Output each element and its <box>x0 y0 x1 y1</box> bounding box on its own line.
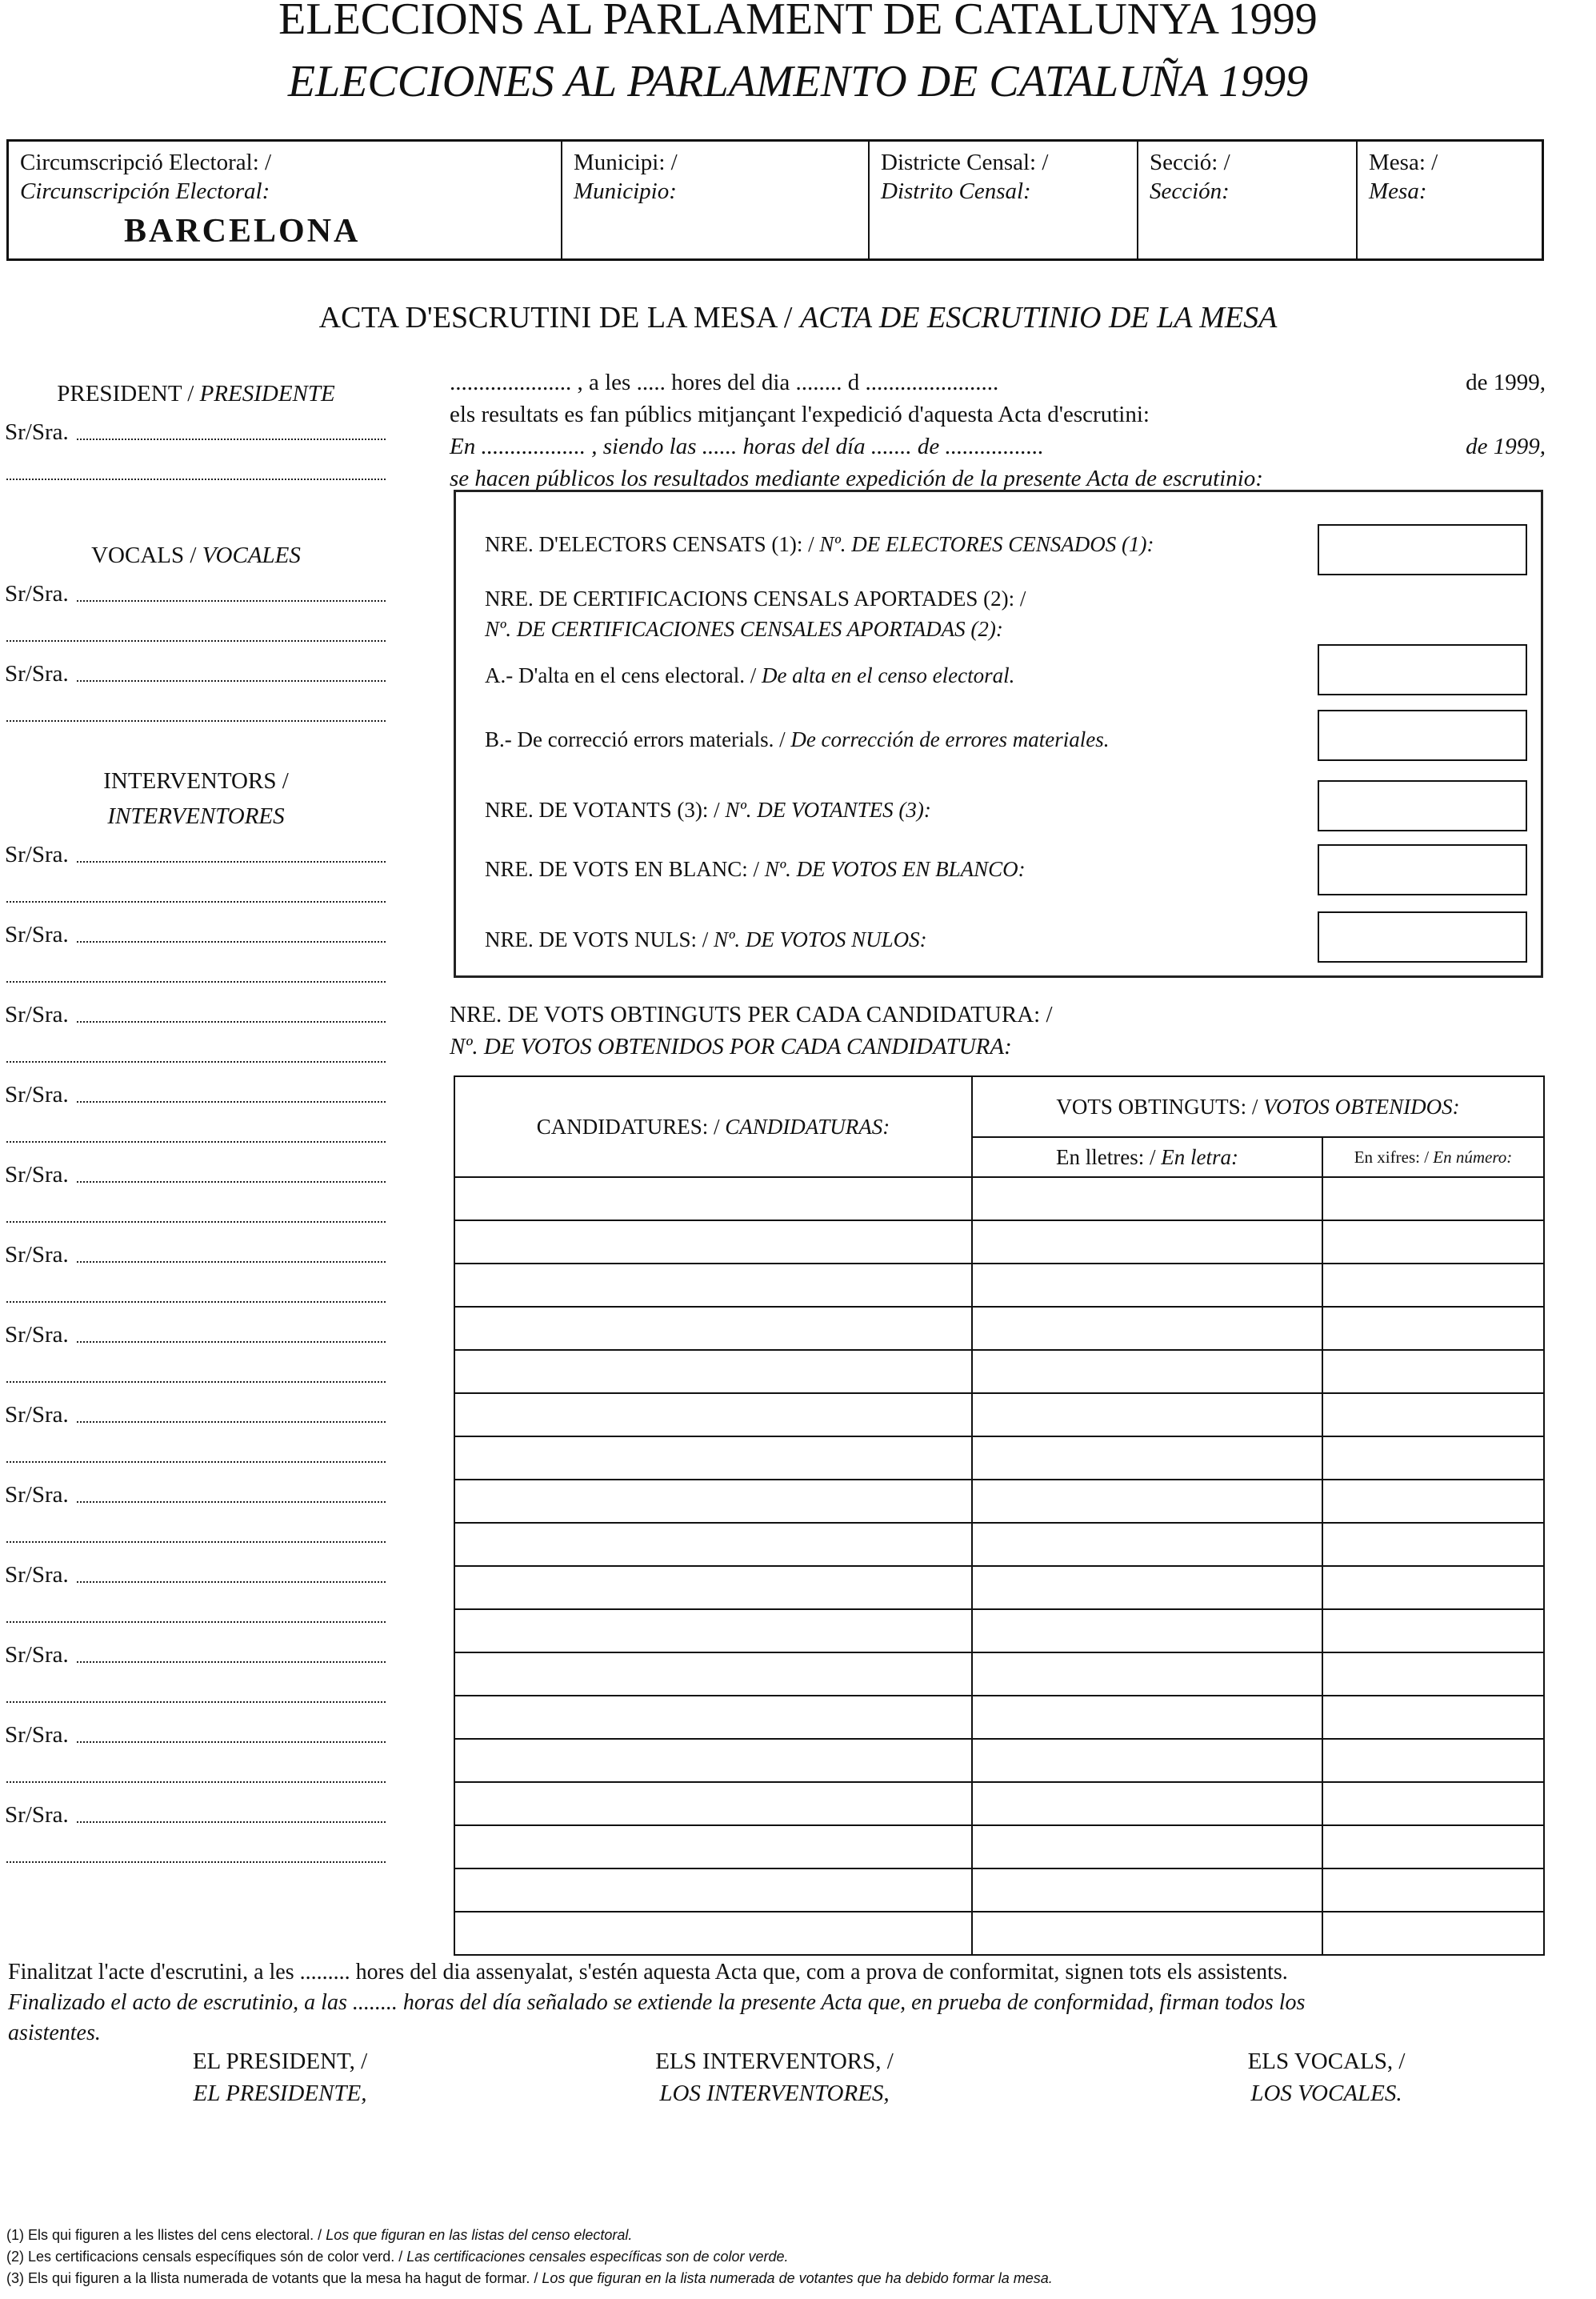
alta-input[interactable] <box>1318 644 1527 695</box>
signatories-column <box>0 376 392 1874</box>
electors-input[interactable] <box>1318 524 1527 575</box>
table-row <box>454 1782 1544 1825</box>
interventor-lines <box>0 834 392 1874</box>
votes-digits-cell[interactable] <box>1322 1782 1544 1825</box>
section-cell[interactable] <box>1138 142 1358 258</box>
title-spanish: ELECCIONES AL PARLAMENTO DE CATALUÑA 1999 <box>287 57 1309 106</box>
dotted-line[interactable] <box>0 1114 392 1154</box>
votes-digits-cell[interactable] <box>1322 1350 1544 1393</box>
signature-vocals[interactable]: ELS VOCALS, / LOS VOCALES. <box>1247 2049 1406 2106</box>
votes-digits-cell[interactable] <box>1322 1825 1544 1868</box>
alta-label: A.- D'alta en el cens electoral. / De alta en el censo electoral. <box>485 663 1015 687</box>
table-row <box>454 1264 1544 1307</box>
interventor-line[interactable]: Sr/Sra. <box>0 1794 392 1834</box>
table-row <box>454 1177 1544 1220</box>
voters-input[interactable] <box>1318 780 1527 831</box>
correction-label: B.- De correcció errors materials. / De corrección de errores materiales. <box>485 727 1110 751</box>
null-votes-label: NRE. DE VOTS NULS: / Nº. DE VOTOS NULOS: <box>485 927 927 951</box>
dotted-line[interactable] <box>0 451 392 491</box>
votes-digits-cell[interactable] <box>1322 1739 1544 1782</box>
interventors-heading: INTERVENTORS / INTERVENTORES <box>103 768 289 829</box>
candidates-table <box>454 1075 1545 1956</box>
interventor-line[interactable]: Sr/Sra. <box>0 1634 392 1674</box>
votes-digits-cell[interactable] <box>1322 1696 1544 1739</box>
certifications-label-es: Nº. DE CERTIFICACIONES CENSALES APORTADAS (2): <box>485 617 1003 641</box>
letters-header: En lletres: / En letra: <box>972 1137 1322 1177</box>
votes-digits-cell[interactable] <box>1322 1177 1544 1220</box>
candidature-cell[interactable] <box>454 1307 972 1350</box>
candidature-cell[interactable] <box>454 1393 972 1436</box>
electors-label: NRE. D'ELECTORS CENSATS (1): / Nº. DE ELECTORES CENSADOS (1): <box>485 532 1154 556</box>
municipality-label-ca: Municipi: / <box>574 150 678 175</box>
footnote-2: (2) Les certificacions censals específiques són de color verd. / Las certificaciones censales específicas son de color verde. <box>6 2249 789 2265</box>
votes-letters-cell[interactable] <box>972 1177 1322 1220</box>
interventor-line[interactable]: Sr/Sra. <box>0 1234 392 1274</box>
candidature-cell[interactable] <box>454 1912 972 1955</box>
vocal-line-1[interactable]: Sr/Sra. <box>0 573 392 613</box>
dotted-line[interactable] <box>0 874 392 914</box>
votes-digits-cell[interactable] <box>1322 1264 1544 1307</box>
votes-letters-cell[interactable] <box>972 1220 1322 1264</box>
candidates-heading-es: Nº. DE VOTOS OBTENIDOS POR CADA CANDIDATURA: <box>450 1034 1012 1059</box>
candidatures-header: CANDIDATURES: / CANDIDATURAS: <box>454 1076 972 1177</box>
signature-president[interactable]: EL PRESIDENT, / EL PRESIDENTE, <box>192 2049 368 2106</box>
votes-letters-cell[interactable] <box>972 1696 1322 1739</box>
mesa-cell[interactable] <box>1358 142 1542 258</box>
candidature-cell[interactable] <box>454 1264 972 1307</box>
dotted-line[interactable] <box>0 1434 392 1474</box>
dotted-line[interactable] <box>0 1514 392 1554</box>
candidature-cell[interactable] <box>454 1868 972 1912</box>
votes-letters-cell[interactable] <box>972 1393 1322 1436</box>
table-row <box>454 1609 1544 1652</box>
candidature-cell[interactable] <box>454 1436 972 1480</box>
candidature-cell[interactable] <box>454 1177 972 1220</box>
null-votes-input[interactable] <box>1318 911 1527 963</box>
dotted-line[interactable] <box>0 613 392 653</box>
vocals-heading: VOCALS / VOCALES <box>91 543 301 568</box>
votes-letters-cell[interactable] <box>972 1566 1322 1609</box>
interventor-line[interactable]: Sr/Sra. <box>0 914 392 954</box>
table-row <box>454 1912 1544 1955</box>
digits-header: En xifres: / En número: <box>1322 1137 1544 1177</box>
dotted-line[interactable] <box>0 1594 392 1634</box>
municipality-cell[interactable] <box>562 142 870 258</box>
candidature-cell[interactable] <box>454 1350 972 1393</box>
table-row <box>454 1220 1544 1264</box>
interventor-line[interactable]: Sr/Sra. <box>0 1154 392 1194</box>
district-cell[interactable] <box>870 142 1138 258</box>
section-label-es: Sección: <box>1150 178 1230 204</box>
votes-letters-cell[interactable] <box>972 1782 1322 1825</box>
votes-letters-cell[interactable] <box>972 1350 1322 1393</box>
circumscription-label-ca: Circumscripció Electoral: / <box>20 150 272 175</box>
candidature-cell[interactable] <box>454 1782 972 1825</box>
section-title <box>0 300 1596 335</box>
votes-digits-cell[interactable] <box>1322 1868 1544 1912</box>
closing-ca: Finalitzat l'acte d'escrutini, a les ......... hores del dia assenyalat, s'estén aquesta Acta que, com a prova de conformitat, signen tots els assistents. <box>8 1960 1288 1985</box>
votes-digits-cell[interactable] <box>1322 1652 1544 1696</box>
district-label-es: Distrito Censal: <box>881 178 1031 204</box>
interventor-line[interactable]: Sr/Sra. <box>0 1474 392 1514</box>
votes-letters-cell[interactable] <box>972 1307 1322 1350</box>
intro-line-2: els resultats es fan públics mitjançant l'expedició d'aquesta Acta d'escrutini: <box>450 402 1150 427</box>
votes-digits-cell[interactable] <box>1322 1566 1544 1609</box>
closing-es: Finalizado el acto de escrutinio, a las ........ horas del día señalado se extiende la presente Acta que, en prueba de conformidad, firman todos los <box>8 1990 1306 2015</box>
municipality-label-es: Municipio: <box>574 178 677 204</box>
dotted-line[interactable] <box>0 1034 392 1074</box>
table-row <box>454 1825 1544 1868</box>
votes-letters-cell[interactable] <box>972 1868 1322 1912</box>
voters-label: NRE. DE VOTANTS (3): / Nº. DE VOTANTES (3): <box>485 798 931 822</box>
dotted-line[interactable] <box>0 1194 392 1234</box>
correction-input[interactable] <box>1318 710 1527 761</box>
table-row <box>454 1350 1544 1393</box>
candidature-cell[interactable] <box>454 1696 972 1739</box>
votes-digits-cell[interactable] <box>1322 1220 1544 1264</box>
dotted-line[interactable] <box>0 1354 392 1394</box>
votes-digits-cell[interactable] <box>1322 1307 1544 1350</box>
interventor-line[interactable]: Sr/Sra. <box>0 994 392 1034</box>
candidature-cell[interactable] <box>454 1480 972 1523</box>
dotted-line[interactable] <box>0 1274 392 1314</box>
blank-votes-label: NRE. DE VOTS EN BLANC: / Nº. DE VOTOS EN BLANCO: <box>485 857 1026 881</box>
votes-digits-cell[interactable] <box>1322 1523 1544 1566</box>
signature-interventors[interactable]: ELS INTERVENTORS, / LOS INTERVENTORES, <box>655 2049 894 2106</box>
dotted-line[interactable] <box>0 1674 392 1714</box>
votes-letters-cell[interactable] <box>972 1652 1322 1696</box>
candidature-cell[interactable] <box>454 1609 972 1652</box>
header-box <box>6 139 1544 261</box>
table-row <box>454 1739 1544 1782</box>
counts-box <box>454 490 1543 978</box>
candidates-heading-ca: NRE. DE VOTS OBTINGUTS PER CADA CANDIDATURA: / <box>450 1002 1053 1027</box>
interventor-line[interactable]: Sr/Sra. <box>0 1554 392 1594</box>
table-row <box>454 1652 1544 1696</box>
votes-digits-cell[interactable] <box>1322 1609 1544 1652</box>
mesa-label-ca: Mesa: / <box>1369 150 1438 175</box>
circumscription-label-es: Circunscripción Electoral: <box>20 178 270 204</box>
interventor-line[interactable]: Sr/Sra. <box>0 1394 392 1434</box>
votes-letters-cell[interactable] <box>972 1480 1322 1523</box>
interventor-line[interactable]: Sr/Sra. <box>0 1314 392 1354</box>
table-row <box>454 1480 1544 1523</box>
dotted-line[interactable] <box>0 1834 392 1874</box>
table-row <box>454 1566 1544 1609</box>
intro-line-4: se hacen públicos los resultados mediante expedición de la presente Acta de escrutinio: <box>450 466 1263 491</box>
votes-letters-cell[interactable] <box>972 1264 1322 1307</box>
mesa-label-es: Mesa: <box>1369 178 1427 204</box>
blank-votes-input[interactable] <box>1318 844 1527 895</box>
vocal-line-2[interactable]: Sr/Sra. <box>0 653 392 693</box>
candidature-cell[interactable] <box>454 1825 972 1868</box>
votes-letters-cell[interactable] <box>972 1825 1322 1868</box>
closing-es-2: asistentes. <box>8 2021 101 2045</box>
votes-digits-cell[interactable] <box>1322 1480 1544 1523</box>
title-catalan: ELECCIONS AL PARLAMENT DE CATALUNYA 1999 <box>278 0 1318 44</box>
circumscription-cell <box>9 142 562 258</box>
interventor-line[interactable]: Sr/Sra. <box>0 834 392 874</box>
footnote-3: (3) Els qui figuren a la llista numerada de votants que la mesa ha hagut de formar. / Los que figuran en la lista numerada de votantes que ha debido formar la mesa. <box>6 2270 1053 2286</box>
table-row <box>454 1868 1544 1912</box>
votes-header: VOTS OBTINGUTS: / VOTOS OBTENIDOS: <box>972 1076 1544 1137</box>
candidature-cell[interactable] <box>454 1220 972 1264</box>
candidature-cell[interactable] <box>454 1652 972 1696</box>
table-row <box>454 1393 1544 1436</box>
votes-letters-cell[interactable] <box>972 1523 1322 1566</box>
votes-letters-cell[interactable] <box>972 1609 1322 1652</box>
circumscription-value: BARCELONA <box>124 213 361 250</box>
dotted-line[interactable] <box>0 954 392 994</box>
table-row <box>454 1696 1544 1739</box>
dotted-line[interactable] <box>0 693 392 733</box>
section-label-ca: Secció: / <box>1150 150 1230 175</box>
footnote-1: (1) Els qui figuren a les llistes del cens electoral. / Los que figuran en las listas del censo electoral. <box>6 2227 633 2243</box>
section-title-ca: ACTA D'ESCRUTINI DE LA MESA / <box>318 301 800 334</box>
candidature-cell[interactable] <box>454 1739 972 1782</box>
votes-letters-cell[interactable] <box>972 1739 1322 1782</box>
votes-digits-cell[interactable] <box>1322 1912 1544 1955</box>
interventor-line[interactable]: Sr/Sra. <box>0 1714 392 1754</box>
votes-digits-cell[interactable] <box>1322 1393 1544 1436</box>
table-row <box>454 1436 1544 1480</box>
candidature-cell[interactable] <box>454 1566 972 1609</box>
table-row <box>454 1307 1544 1350</box>
section-title-es: ACTA DE ESCRUTINIO DE LA MESA <box>799 301 1278 334</box>
dotted-line[interactable] <box>0 1754 392 1794</box>
votes-letters-cell[interactable] <box>972 1436 1322 1480</box>
president-line[interactable]: Sr/Sra. <box>0 411 392 451</box>
president-heading: PRESIDENT / PRESIDENTE <box>57 381 335 407</box>
table-row <box>454 1523 1544 1566</box>
votes-digits-cell[interactable] <box>1322 1436 1544 1480</box>
intro-line-1: ..................... , a les ..... hores del dia ........ d ....................... de 1999, <box>450 370 1546 395</box>
district-label-ca: Districte Censal: / <box>881 150 1049 175</box>
certifications-label: NRE. DE CERTIFICACIONS CENSALS APORTADES (2): / <box>485 587 1026 611</box>
interventor-line[interactable]: Sr/Sra. <box>0 1074 392 1114</box>
candidature-cell[interactable] <box>454 1523 972 1566</box>
votes-letters-cell[interactable] <box>972 1912 1322 1955</box>
intro-line-3: En .................. , siendo las ...... horas del día ....... de ................. de 1999, <box>450 434 1546 459</box>
